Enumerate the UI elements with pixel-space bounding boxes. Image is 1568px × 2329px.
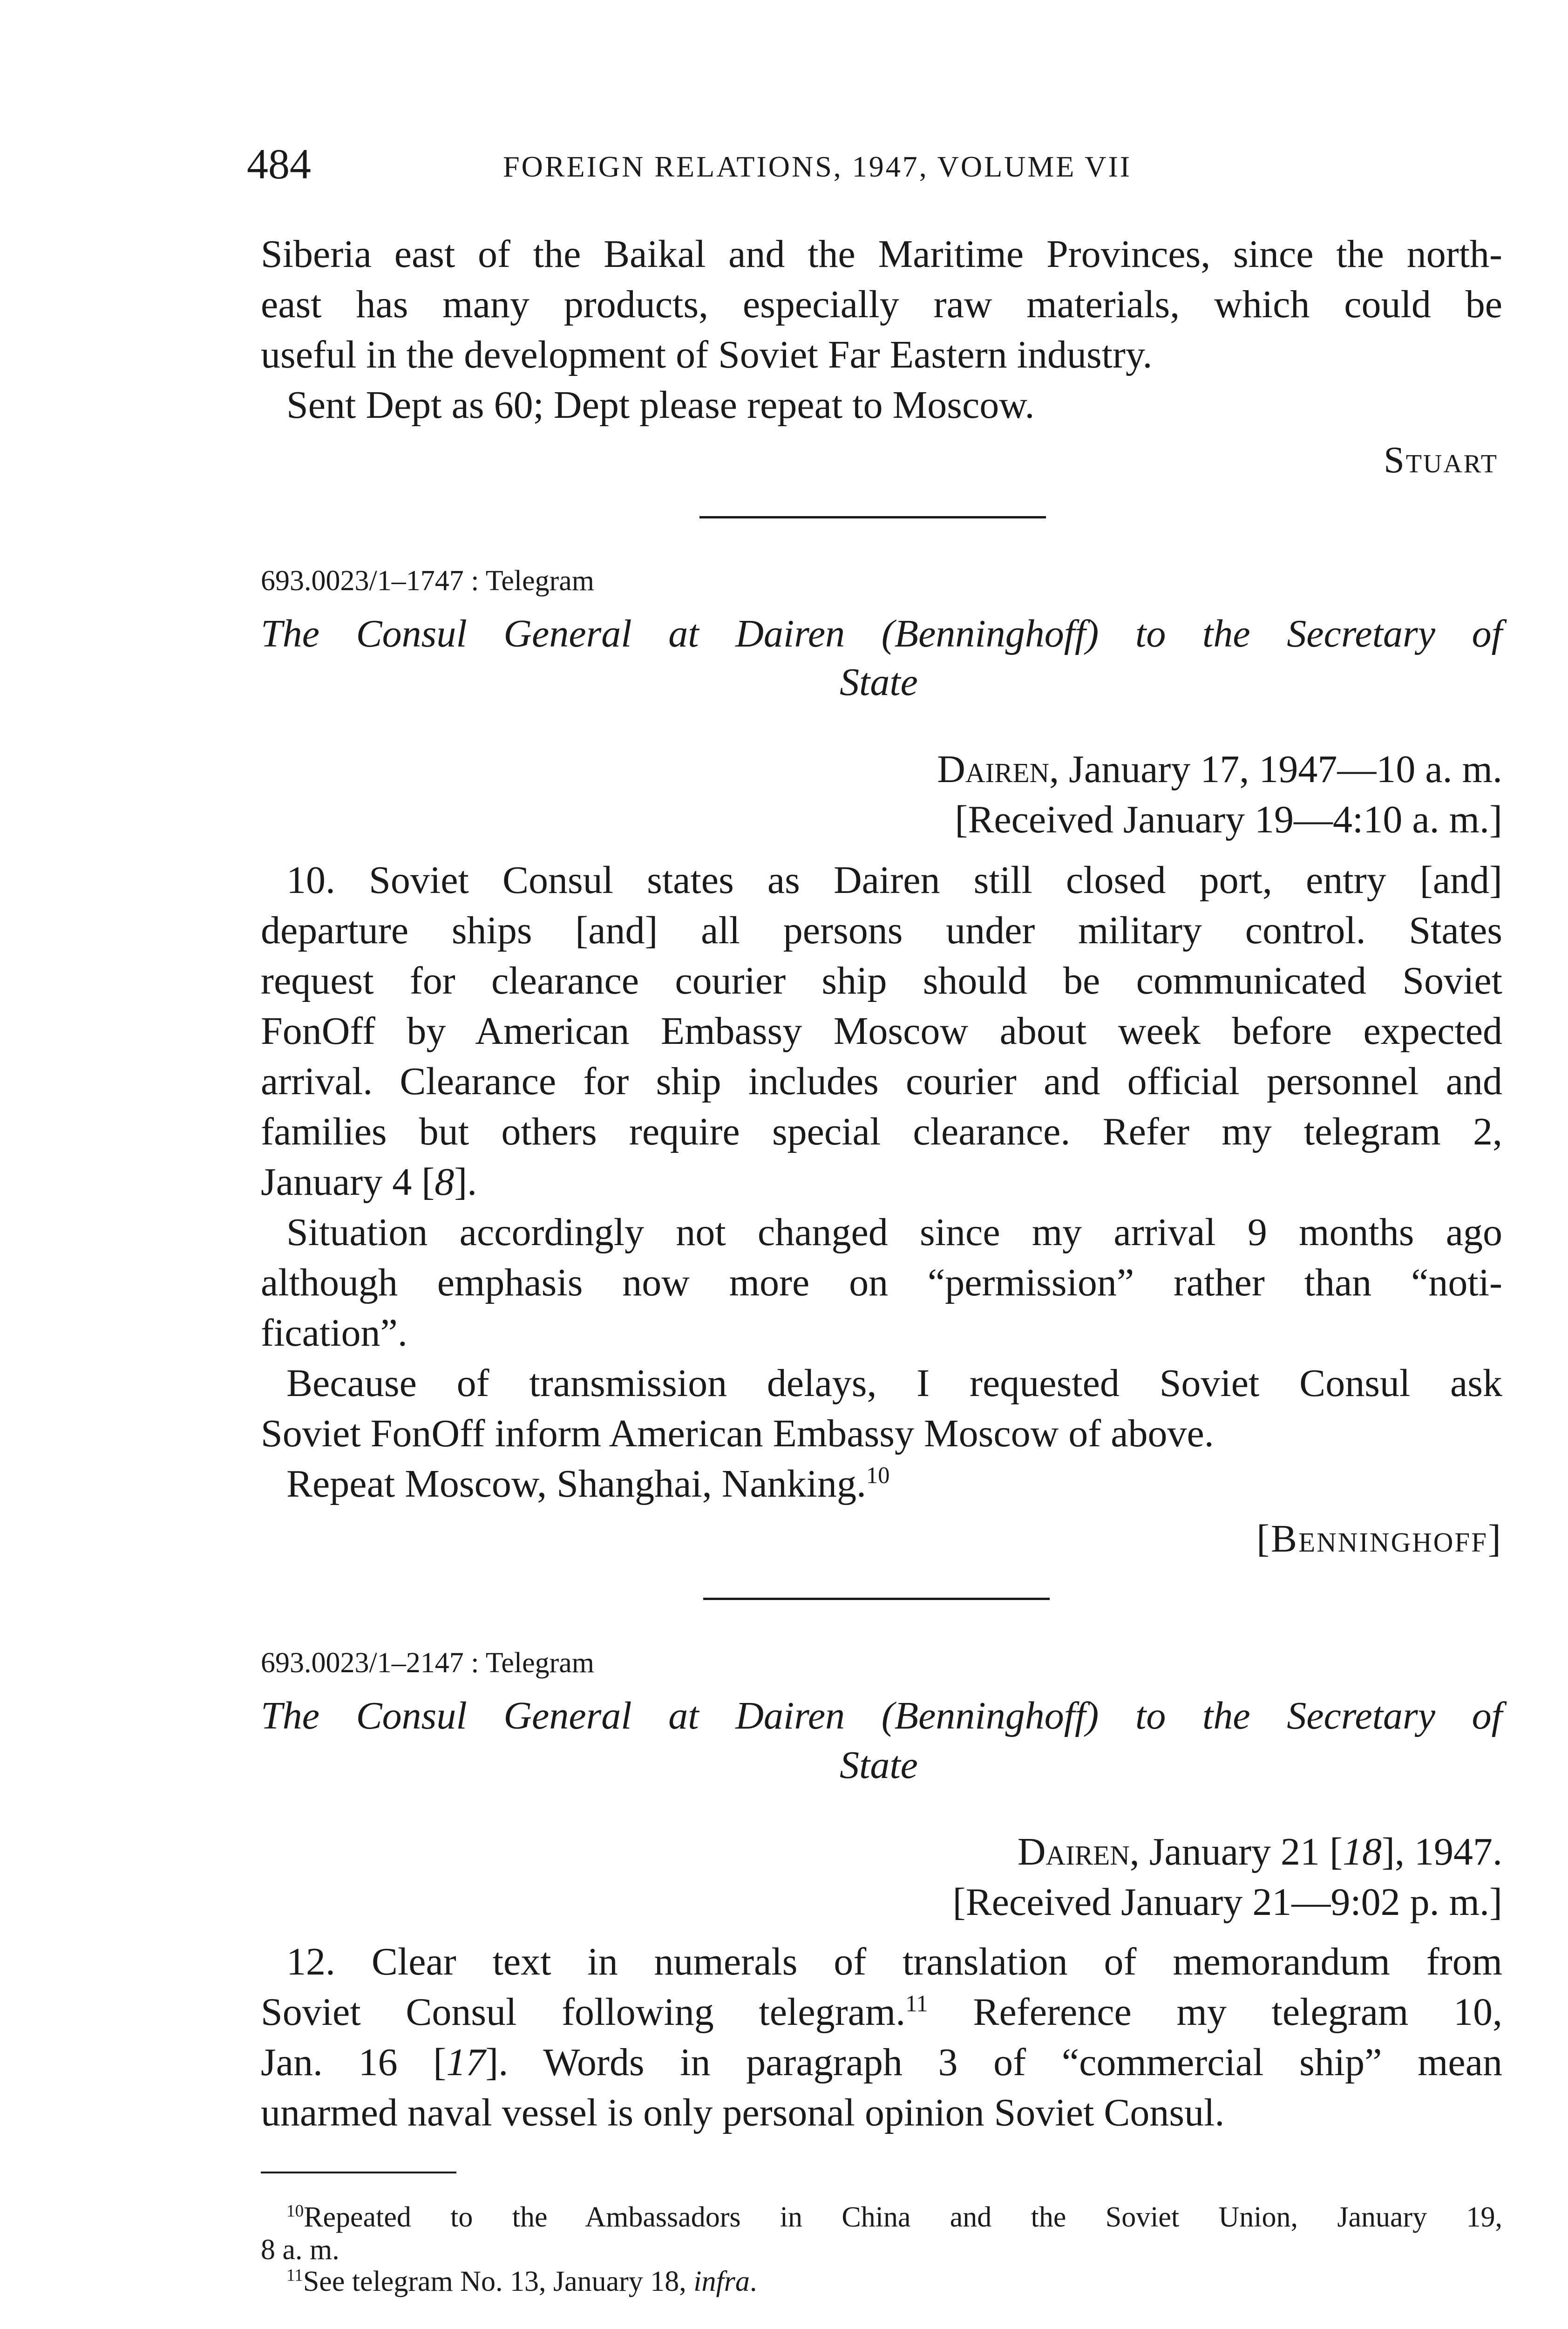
footnote-marker: 11 — [905, 1990, 928, 2016]
body-line: Soviet FonOff inform American Embassy Moscow of above. — [261, 1412, 1214, 1455]
page-number: 484 — [247, 140, 311, 188]
dateline — [937, 744, 1502, 795]
intro-line-2: east has many products, especially raw materials, which could be — [261, 283, 1502, 326]
signature-stuart: Stuart — [1384, 440, 1498, 481]
received-line: [Received January 21—9:02 p. m.] — [952, 1880, 1502, 1924]
body-line: families but others require special clearance. Refer my telegram 2, — [261, 1110, 1502, 1153]
body-text: Soviet Consul following telegram. — [261, 1990, 906, 2034]
document-title-continued: State — [840, 661, 918, 704]
footnote-text: . — [749, 2266, 757, 2297]
footnote-10 — [286, 2199, 1502, 2236]
body-line — [261, 1157, 477, 1207]
footnote-text: Repeated to the Ambassadors in China and the Soviet Union, January 19, — [304, 2201, 1502, 2233]
section-divider — [699, 516, 1046, 518]
body-line: although emphasis now more on “permission” rather than “noti- — [261, 1261, 1502, 1304]
editorial-reference: 18 — [1343, 1830, 1382, 1873]
body-text: January 4 [ — [261, 1160, 435, 1204]
body-line: Situation accordingly not changed since my arrival 9 months ago — [286, 1211, 1502, 1254]
body-text: Jan. 16 [ — [261, 2041, 447, 2084]
body-line — [286, 1459, 889, 1509]
section-divider — [703, 1598, 1050, 1600]
body-line: arrival. Clearance for ship includes courier and official personnel and — [261, 1060, 1502, 1103]
body-text: ]. — [454, 1160, 477, 1204]
footnote-10-continued: 8 a. m. — [261, 2234, 339, 2266]
footnote-text-italic: infra — [693, 2266, 750, 2297]
dateline-date: January 17, 1947—10 a. m. — [1059, 748, 1502, 791]
body-text: Reference my telegram 10, — [928, 1990, 1503, 2034]
body-line: departure ships [and] all persons under military control. States — [261, 909, 1502, 952]
footnote-text: See telegram No. 13, January 18, — [303, 2266, 694, 2297]
dateline-date: January 21 [ — [1139, 1830, 1343, 1873]
body-line — [261, 2037, 1502, 2088]
intro-sent-line: Sent Dept as 60; Dept please repeat to Moscow. — [286, 383, 1035, 427]
file-reference: 693.0023/1–2147 : Telegram — [261, 1647, 595, 1679]
body-line: unarmed naval vessel is only personal opinion Soviet Consul. — [261, 2091, 1225, 2134]
footnote-rule — [261, 2172, 456, 2173]
document-title-continued: State — [840, 1743, 918, 1787]
body-line: fication”. — [261, 1311, 407, 1355]
footnote-marker: 10 — [866, 1462, 890, 1488]
body-line: request for clearance courier ship should be communicated Soviet — [261, 959, 1502, 1002]
body-line: FonOff by American Embassy Moscow about week before expected — [261, 1009, 1502, 1053]
signature-benninghoff: [Benninghoff] — [1256, 1517, 1502, 1560]
document-title: The Consul General at Dairen (Benninghoff) to the Secretary of — [261, 612, 1502, 655]
document-title: The Consul General at Dairen (Benninghoff) to the Secretary of — [261, 1694, 1502, 1737]
dateline-date: ], 1947. — [1382, 1830, 1502, 1873]
body-text: ]. Words in paragraph 3 of “commercial ship” mean — [485, 2041, 1503, 2084]
intro-line-3: useful in the development of Soviet Far Eastern industry. — [261, 333, 1153, 376]
footnote-11 — [286, 2263, 757, 2300]
editorial-reference: 8 — [434, 1160, 455, 1204]
dateline-place: Dairen, — [1017, 1830, 1140, 1873]
intro-line-1: Siberia east of the Baikal and the Maritime Provinces, since the north- — [261, 232, 1502, 276]
body-line: Because of transmission delays, I requested Soviet Consul ask — [286, 1362, 1502, 1405]
running-title: FOREIGN RELATIONS, 1947, VOLUME VII — [503, 150, 1132, 183]
editorial-reference: 17 — [446, 2041, 486, 2084]
file-reference: 693.0023/1–1747 : Telegram — [261, 565, 595, 597]
received-line: [Received January 19—4:10 a. m.] — [955, 798, 1502, 841]
footnote-marker: 11 — [286, 2266, 303, 2285]
body-line — [261, 1987, 1502, 2037]
body-line: 12. Clear text in numerals of translation of memorandum from — [286, 1940, 1502, 1983]
body-line: 10. Soviet Consul states as Dairen still closed port, entry [and] — [286, 858, 1502, 902]
footnote-marker: 10 — [286, 2201, 304, 2221]
dateline-place: Dairen, — [937, 748, 1059, 791]
dateline — [1018, 1827, 1502, 1877]
body-text: Repeat Moscow, Shanghai, Nanking. — [286, 1462, 866, 1505]
